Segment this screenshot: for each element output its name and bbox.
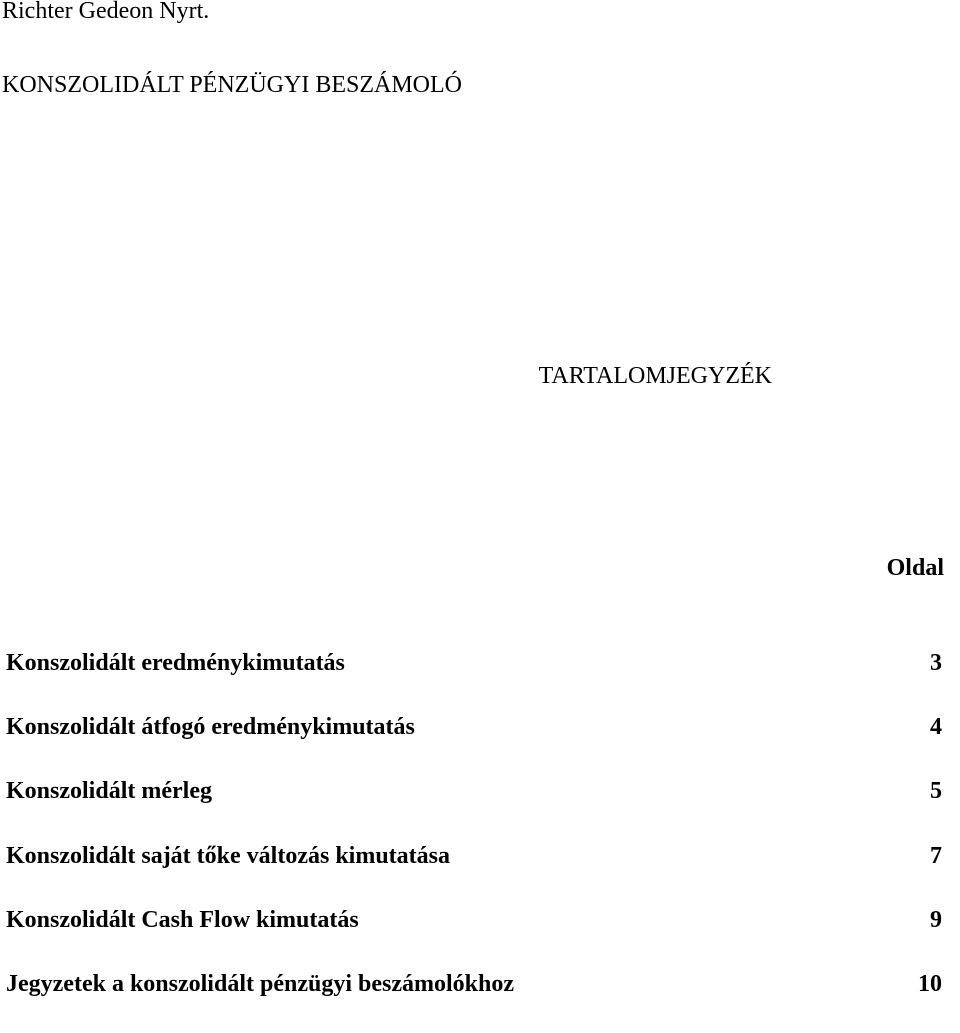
toc-entry-page: 9 [930,906,942,933]
toc-entry [0,905,960,969]
toc-entry-page: 5 [930,778,942,805]
toc-entry-page: 4 [930,714,942,741]
toc-entry-page: 7 [930,842,942,869]
toc-entry-label[interactable]: Konszolidált saját tőke változás kimutatása [6,842,450,869]
toc-entry-page: 10 [918,970,942,997]
toc-entry-label[interactable]: Konszolidált eredménykimutatás [6,650,345,676]
toc-entry [0,841,960,905]
toc-entry-label[interactable]: Konszolidált átfogó eredménykimutatás [6,714,415,741]
report-title: KONSZOLIDÁLT PÉNZÜGYI BESZÁMOLÓ [2,72,462,98]
toc-entry-label[interactable]: Konszolidált Cash Flow kimutatás [6,906,359,933]
toc-entry [0,712,960,776]
toc-entry-label[interactable]: Jegyzetek a konszolidált pénzügyi beszámolókhoz [6,970,514,997]
toc-entry [0,648,960,712]
page-column-header: Oldal [886,555,944,581]
table-of-contents-title: TARTALOMJEGYZÉK [538,363,772,389]
toc-entry-label[interactable]: Konszolidált mérleg [6,778,212,805]
toc-entry [0,776,960,840]
toc-entry [0,969,960,1033]
company-name: Richter Gedeon Nyrt. [2,0,210,24]
table-of-contents [0,648,960,1033]
toc-entry-page: 3 [930,650,942,676]
